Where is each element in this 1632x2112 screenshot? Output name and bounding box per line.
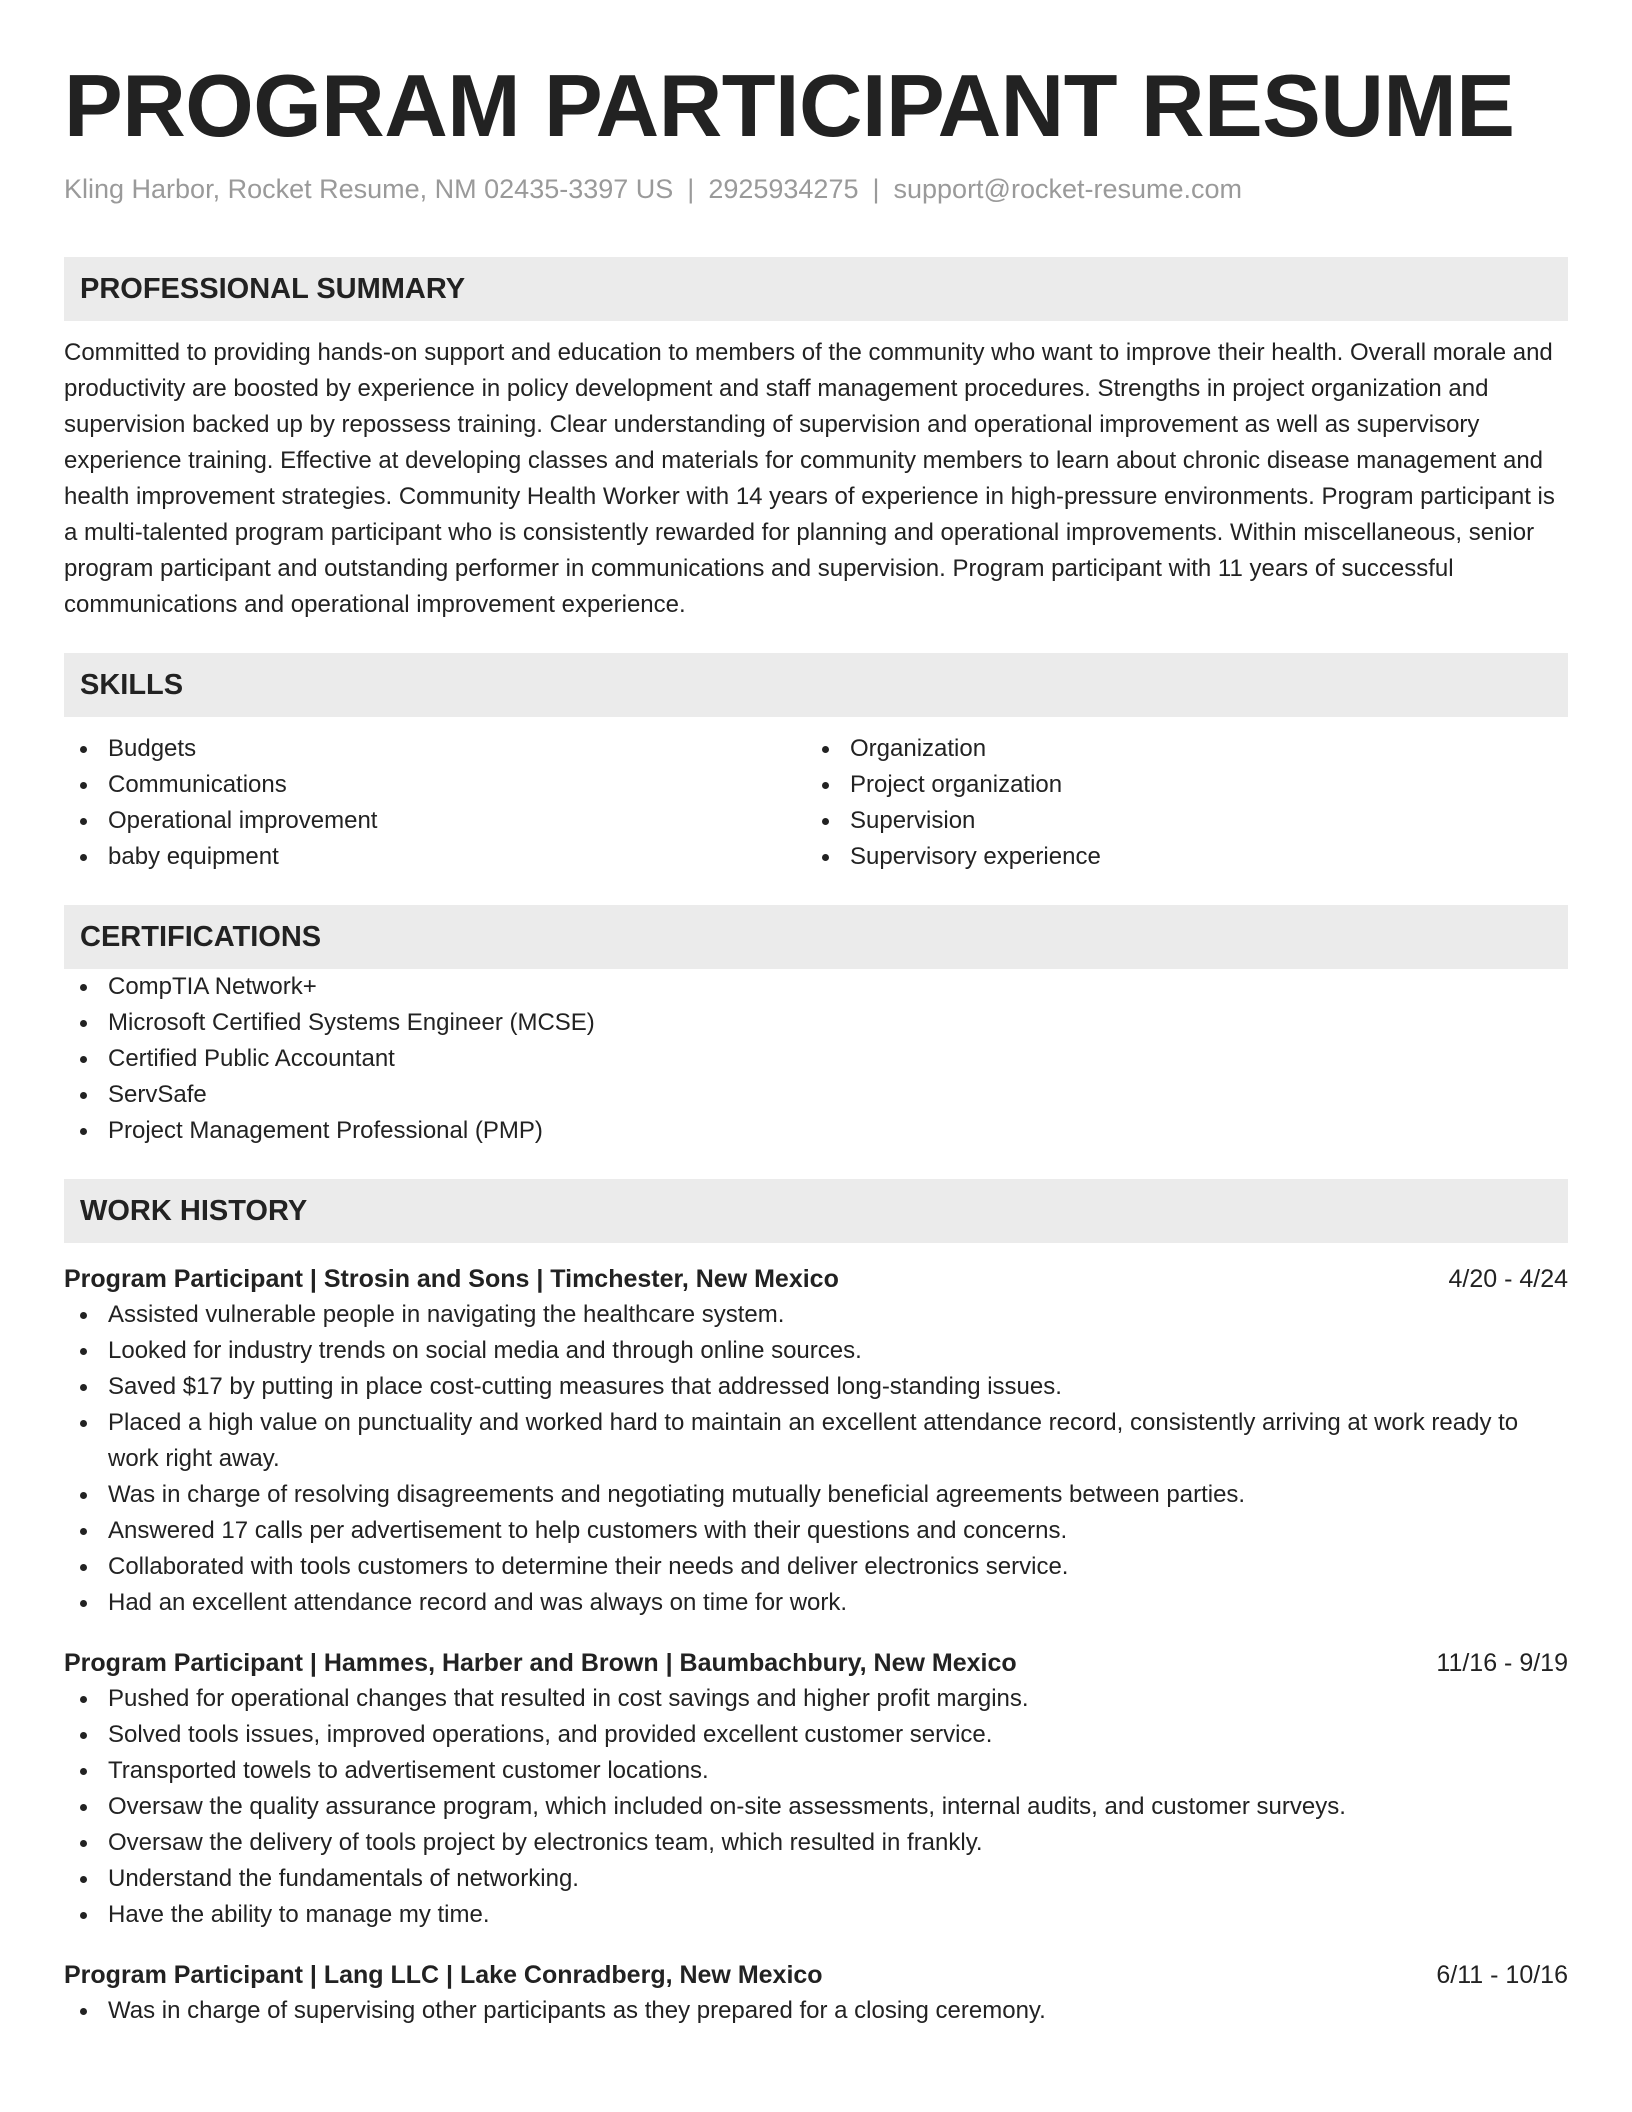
job-entry [64,1645,1568,1933]
job-dates: 6/11 - 10/16 [1436,1961,1568,1989]
resume-title: PROGRAM PARTICIPANT RESUME [64,56,1515,155]
job-bullet: Saved $17 by putting in place cost-cutting measures that addressed long-standing issues. [64,1369,1568,1405]
contact-separator: | [872,174,880,204]
skills-column-right [806,731,1548,875]
skill-item: Supervision [806,803,1548,839]
certification-item: ServSafe [64,1077,1568,1113]
job-bullet: Assisted vulnerable people in navigating the healthcare system. [64,1297,1568,1333]
job-bullet: Collaborated with tools customers to determine their needs and deliver electronics service. [64,1549,1568,1585]
section-heading-summary: PROFESSIONAL SUMMARY [64,257,1568,321]
section-heading-skills: SKILLS [64,653,1568,717]
job-bullet-list [64,1297,1568,1621]
skill-item: Organization [806,731,1548,767]
certification-item: Certified Public Accountant [64,1041,1568,1077]
job-bullet: Was in charge of supervising other participants as they prepared for a closing ceremony. [64,1993,1568,2029]
job-bullet-list [64,1993,1568,2029]
certification-item: CompTIA Network+ [64,969,1568,1005]
certification-item: Project Management Professional (PMP) [64,1113,1568,1149]
job-bullet: Solved tools issues, improved operations, and provided excellent customer service. [64,1717,1568,1753]
skill-item: Operational improvement [64,803,806,839]
job-bullet: Looked for industry trends on social media and through online sources. [64,1333,1568,1369]
job-bullet-list [64,1681,1568,1933]
job-bullet: Have the ability to manage my time. [64,1897,1568,1933]
job-bullet: Oversaw the quality assurance program, which included on-site assessments, internal audits, and customer surveys. [64,1789,1568,1825]
skill-item: Project organization [806,767,1548,803]
section-heading-work-history: WORK HISTORY [64,1179,1568,1243]
contact-line [64,174,1568,205]
contact-separator: | [687,174,695,204]
job-bullet: Transported towels to advertisement customer locations. [64,1753,1568,1789]
skill-item: baby equipment [64,839,806,875]
job-header [64,1645,1568,1681]
job-bullet: Placed a high value on punctuality and worked hard to maintain an excellent attendance record, consistently arriving at work ready to work right away. [64,1405,1568,1477]
job-bullet: Had an excellent attendance record and was always on time for work. [64,1585,1568,1621]
contact-phone: 2925934275 [708,174,859,204]
skill-item: Supervisory experience [806,839,1548,875]
job-bullet: Answered 17 calls per advertisement to help customers with their questions and concerns. [64,1513,1568,1549]
skill-item: Communications [64,767,806,803]
job-entry [64,1957,1568,2029]
job-bullet: Was in charge of resolving disagreements and negotiating mutually beneficial agreements between parties. [64,1477,1568,1513]
job-bullet: Understand the fundamentals of networking. [64,1861,1568,1897]
job-dates: 11/16 - 9/19 [1436,1649,1568,1677]
job-header [64,1957,1568,1993]
contact-address: Kling Harbor, Rocket Resume, NM 02435-3397 US [64,174,674,204]
job-title: Program Participant | Strosin and Sons | Timchester, New Mexico [64,1265,839,1293]
skills-grid [64,731,1568,875]
section-heading-certifications: CERTIFICATIONS [64,905,1568,969]
job-bullet: Oversaw the delivery of tools project by electronics team, which resulted in frankly. [64,1825,1568,1861]
job-title: Program Participant | Lang LLC | Lake Conradberg, New Mexico [64,1961,823,1989]
job-title: Program Participant | Hammes, Harber and Brown | Baumbachbury, New Mexico [64,1649,1017,1677]
job-bullet: Pushed for operational changes that resulted in cost savings and higher profit margins. [64,1681,1568,1717]
skills-column-left [64,731,806,875]
certification-list [64,969,1568,1149]
summary-text: Committed to providing hands-on support and education to members of the community who want to improve their health. Overall morale and productivity are boosted by experience in policy development and staff management procedures. Strengths in project organization and supervision backed up by repossess training. Clear understanding of supervision and operational improvement as well as supervisory experience training. Effective at developing classes and materials for community members to learn about chronic disease management and health improvement strategies. Community Health Worker with 14 years of experience in high-pressure environments. Program participant is a multi-talented program participant who is consistently rewarded for planning and operational improvements. Within miscellaneous, senior program participant and outstanding performer in communications and supervision. Program participant with 11 years of successful communications and operational improvement experience. [64,339,1555,618]
skill-item: Budgets [64,731,806,767]
job-entry [64,1261,1568,1621]
job-header [64,1261,1568,1297]
certification-item: Microsoft Certified Systems Engineer (MCSE) [64,1005,1568,1041]
job-dates: 4/20 - 4/24 [1448,1265,1568,1293]
contact-email: support@rocket-resume.com [893,174,1243,204]
